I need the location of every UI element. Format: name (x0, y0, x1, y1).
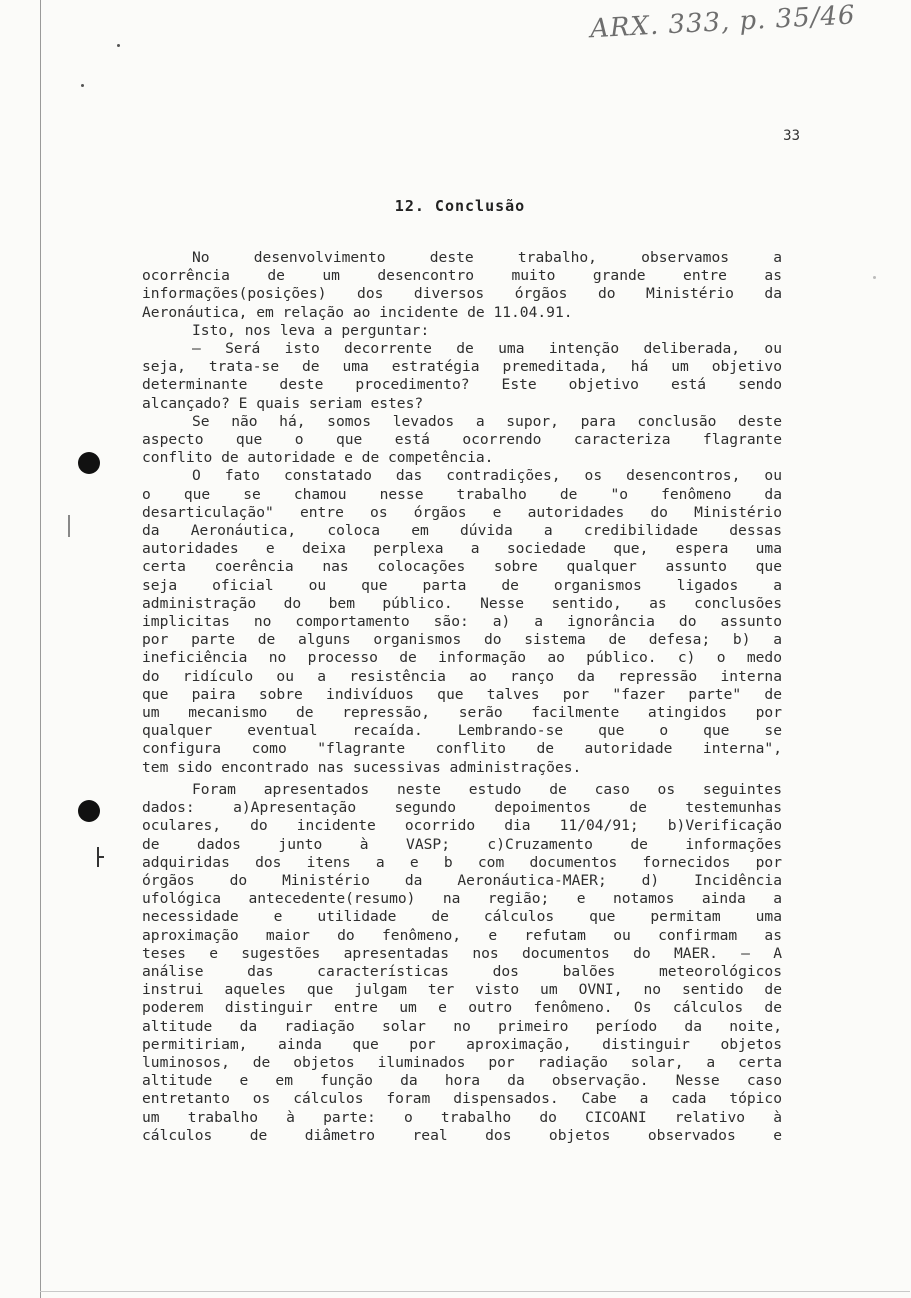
text-line: instrui aqueles que julgam ter visto um OVNI, no sentido de (142, 981, 782, 999)
text-line: Aeronáutica, em relação ao incidente de 11.04.91. (142, 303, 573, 321)
text-line: de dados junto à VASP; c)Cruzamento de informações (142, 835, 782, 853)
scan-speck (81, 84, 84, 87)
text-line: aspecto que o que está ocorrendo caracteriza flagrante (142, 431, 782, 449)
text-line: determinante deste procedimento? Este objetivo está sendo (142, 376, 782, 394)
margin-mark (68, 515, 70, 537)
text-line: O fato constatado das contradições, os desencontros, ou (192, 467, 782, 485)
text-line: ufológica antecedente(resumo) na região; e notamos ainda a (142, 890, 782, 908)
page-left-edge (40, 0, 41, 1298)
text-line: análise das características dos balões meteorológicos (142, 963, 782, 981)
text-line: aproximação maior do fenômeno, e refutam ou confirmam as (142, 926, 782, 944)
paragraph (142, 249, 782, 322)
binder-hole (78, 452, 100, 474)
text-line: conflito de autoridade e de competência. (142, 449, 494, 467)
page-number: 33 (783, 128, 800, 144)
conclusion-text-block (142, 249, 782, 777)
section-heading: 12. Conclusão (394, 197, 526, 215)
text-line: qualquer eventual recaída. Lembrando-se que o que se (142, 722, 782, 740)
paragraph (142, 340, 782, 413)
text-line: necessidade e utilidade de cálculos que permitam uma (142, 908, 782, 926)
text-line: um trabalho à parte: o trabalho do CICOANI relativo à (142, 1108, 782, 1126)
page-bottom-edge (40, 1291, 910, 1292)
text-line: Isto, nos leva a perguntar: (192, 321, 430, 339)
text-line: da Aeronáutica, coloca em dúvida a credibilidade dessas (142, 522, 782, 540)
text-line: alcançado? E quais seriam estes? (142, 394, 424, 412)
margin-mark (97, 856, 104, 858)
text-line: oculares, do incidente ocorrido dia 11/04/91; b)Verificação (142, 817, 782, 835)
text-line: informações(posições) dos diversos órgãos do Ministério da (142, 285, 782, 303)
text-line: autoridades e deixa perplexa a sociedade que, espera uma (142, 540, 782, 558)
text-line: Foram apresentados neste estudo de caso os seguintes (192, 781, 782, 798)
text-line: seja, trata-se de uma estratégia premeditada, há um objetivo (142, 358, 782, 376)
text-line: tem sido encontrado nas sucessivas administrações. (142, 758, 582, 776)
text-line: desarticulação" entre os órgãos e autoridades do Ministério (142, 503, 782, 521)
scan-speck (873, 276, 876, 279)
text-line: poderem distinguir entre um e outro fenômeno. Os cálculos de (142, 999, 782, 1017)
text-line: cálculos de diâmetro real dos objetos observados e (142, 1126, 782, 1144)
text-line: seja oficial ou que parta de organismos ligados a (142, 576, 782, 594)
text-line: órgãos do Ministério da Aeronáutica-MAER; d) Incidência (142, 872, 782, 890)
text-line: dados: a)Apresentação segundo depoimentos de testemunhas (142, 799, 782, 817)
text-line: do ridículo ou a resistência ao ranço da repressão interna (142, 667, 782, 685)
handwritten-archive-reference: ARX. 333, p. 35/46 (589, 0, 857, 45)
summary-text-block (142, 781, 782, 1145)
text-line: adquiridas dos itens a e b com documentos fornecidos por (142, 853, 782, 871)
text-line: o que se chamou nesse trabalho de "o fenômeno da (142, 485, 782, 503)
text-line: ineficiência no processo de informação ao público. c) o medo (142, 649, 782, 667)
paragraph (142, 467, 782, 776)
paragraph (142, 781, 782, 1145)
text-line: certa coerência nas colocações sobre qualquer assunto que (142, 558, 782, 576)
paragraph (142, 322, 782, 340)
text-line: luminosos, de objetos iluminados por radiação solar, a certa (142, 1054, 782, 1072)
text-line: teses e sugestões apresentadas nos documentos do MAER. — A (142, 944, 782, 962)
text-line: No desenvolvimento deste trabalho, observamos a (192, 249, 782, 266)
text-line: administração do bem público. Nesse sentido, as conclusões (142, 594, 782, 612)
text-line: permitiriam, ainda que por aproximação, distinguir objetos (142, 1035, 782, 1053)
text-line: entretanto os cálculos foram dispensados. Cabe a cada tópico (142, 1090, 782, 1108)
text-line: um mecanismo de repressão, serão facilmente atingidos por (142, 704, 782, 722)
text-line: implicitas no comportamento são: a) a ignorância do assunto (142, 613, 782, 631)
text-line: altitude da radiação solar no primeiro período da noite, (142, 1017, 782, 1035)
text-line: — Será isto decorrente de uma intenção deliberada, ou (192, 340, 782, 358)
text-line: configura como "flagrante conflito de autoridade interna", (142, 740, 782, 758)
text-line: por parte de alguns organismos do sistema de defesa; b) a (142, 631, 782, 649)
binder-hole (78, 800, 100, 822)
paragraph (142, 413, 782, 468)
text-line: Se não há, somos levados a supor, para conclusão deste (192, 412, 782, 430)
text-line: que paira sobre indivíduos que talves por "fazer parte" de (142, 685, 782, 703)
text-line: altitude e em função da hora da observação. Nesse caso (142, 1072, 782, 1090)
text-line: ocorrência de um desencontro muito grande entre as (142, 267, 782, 285)
scan-speck (117, 44, 120, 47)
